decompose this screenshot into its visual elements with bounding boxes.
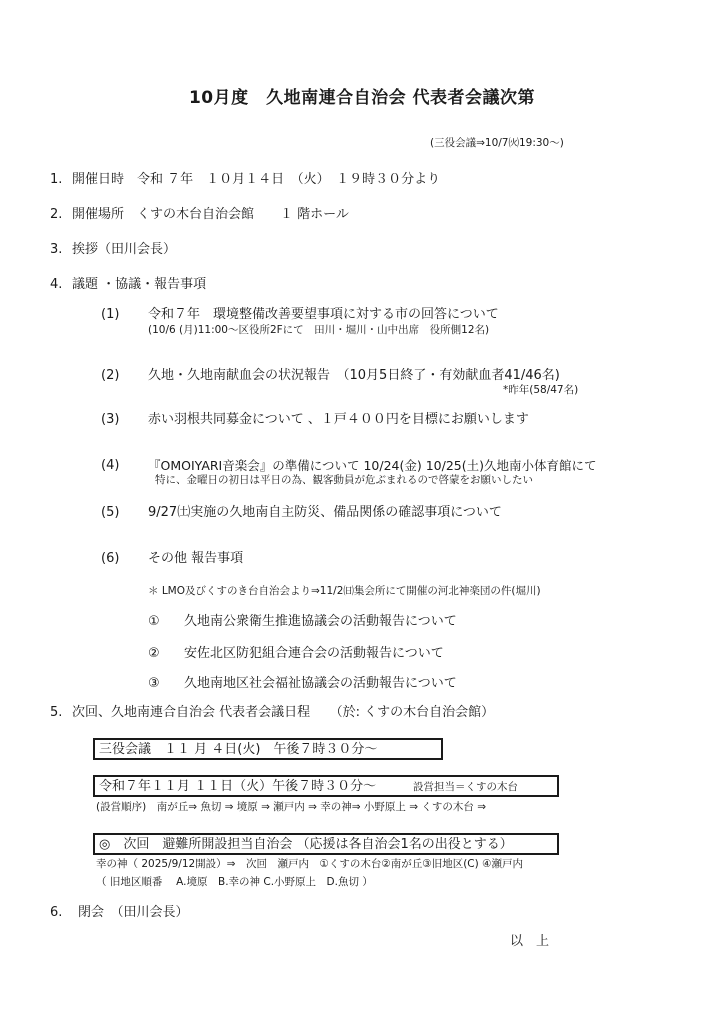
- item-6-number: 6.: [50, 905, 63, 920]
- item-5-number: 5.: [50, 705, 63, 720]
- shelter-box: [93, 833, 559, 855]
- sanyaku-note: (三役会議⇒10/7㈫19:30〜): [430, 137, 564, 149]
- next-meeting-text: 令和７年１１月 １１日（火）午後７時３０分〜: [99, 779, 377, 794]
- shelter-schedule: 幸の神（ 2025/9/12開設）⇒ 次回 瀬戸内 ①くすの木台②南が丘③旧地区(C) ④瀬戸内: [96, 858, 523, 870]
- sub-5-number: (5): [101, 505, 120, 520]
- report-3-text: 久地南地区社会福祉協議会の活動報告について: [184, 676, 457, 691]
- sub-6-note: ＊ LMO及びくすのき台自治会より⇒11/2㈰集会所にて開催の河北神楽団の件(堀川): [148, 585, 541, 597]
- shelter-text: ◎ 次回 避難所開設担当自治会 （応援は各自治会1名の出役とする）: [99, 837, 513, 852]
- item-1-number: 1.: [50, 172, 63, 187]
- report-3-mark: ③: [148, 676, 160, 691]
- sanyaku-meeting-text: 三役会議 １１ 月 ４日(火) 午後７時３０分〜: [99, 742, 378, 757]
- next-meeting-box: [93, 775, 559, 797]
- report-1-mark: ①: [148, 614, 160, 629]
- document-title: 10月度 久地南連合自治会 代表者会議次第: [188, 88, 536, 108]
- item-4-number: 4.: [50, 277, 63, 292]
- sub-1-note: (10/6 (月)11:00〜区役所2Fにて 田川・堀川・山中出席 役所側12名): [148, 324, 490, 336]
- sanyaku-meeting-box: [93, 738, 443, 760]
- sub-4-number: (4): [101, 458, 120, 473]
- sub-3-number: (3): [101, 412, 120, 427]
- sub-5-text: 9/27㈯実施の久地南自主防災、備品関係の確認事項について: [148, 505, 502, 520]
- sub-1-text: 令和７年 環境整備改善要望事項に対する市の回答について: [148, 307, 499, 322]
- item-4-agenda: 議題 ・協議・報告事項: [72, 277, 207, 292]
- sub-3-text: 赤い羽根共同募金について 、１戸４００円を目標にお願いします: [148, 412, 529, 427]
- closing-mark: 以 上: [510, 934, 550, 949]
- sub-2-note: *昨年(58/47名): [503, 384, 579, 396]
- sub-6-number: (6): [101, 551, 120, 566]
- sub-4-text: 『OMOIYARI音楽会』の準備について 10/24(金) 10/25(土)久地南小体育館にて: [148, 458, 597, 473]
- shelter-old-district-order: （ 旧地区順番 A.境原 B.幸の神 C.小野原上 D.魚切 ）: [96, 876, 373, 888]
- setup-duty: 設営担当＝くすの木台: [413, 781, 518, 793]
- report-2-mark: ②: [148, 646, 160, 661]
- item-6-closing: 閉会 （田川会長）: [78, 905, 189, 920]
- report-1-text: 久地南公衆衛生推進協議会の活動報告について: [184, 614, 457, 629]
- sub-1-number: (1): [101, 307, 120, 322]
- item-1-datetime: 開催日時 令和 ７年 １０月１４日 （火） １９時３０分より: [72, 172, 441, 187]
- sub-2-text: 久地・久地南献血会の状況報告 （10月5日終了・有効献血者41/46名): [148, 368, 560, 383]
- item-2-number: 2.: [50, 207, 63, 222]
- report-2-text: 安佐北区防犯組合連合会の活動報告について: [184, 646, 444, 661]
- sub-6-text: その他 報告事項: [148, 551, 244, 566]
- sub-4-note: 特に、金曜日の初日は平日の為、観客動員が危ぶまれるので啓蒙をお願いしたい: [155, 474, 533, 486]
- setup-rotation: (設営順序) 南が丘⇒ 魚切 ⇒ 境原 ⇒ 瀬戸内 ⇒ 幸の神⇒ 小野原上 ⇒ くすの木台 ⇒: [96, 801, 486, 813]
- item-2-venue: 開催場所 くすの木台自治会館 １ 階ホール: [72, 207, 349, 222]
- item-3-number: 3.: [50, 242, 63, 257]
- item-5-next-meeting: 次回、久地南連合自治会 代表者会議日程 （於: くすの木台自治会館）: [72, 705, 495, 720]
- sub-2-number: (2): [101, 368, 120, 383]
- item-3-greeting: 挨拶（田川会長）: [72, 242, 177, 257]
